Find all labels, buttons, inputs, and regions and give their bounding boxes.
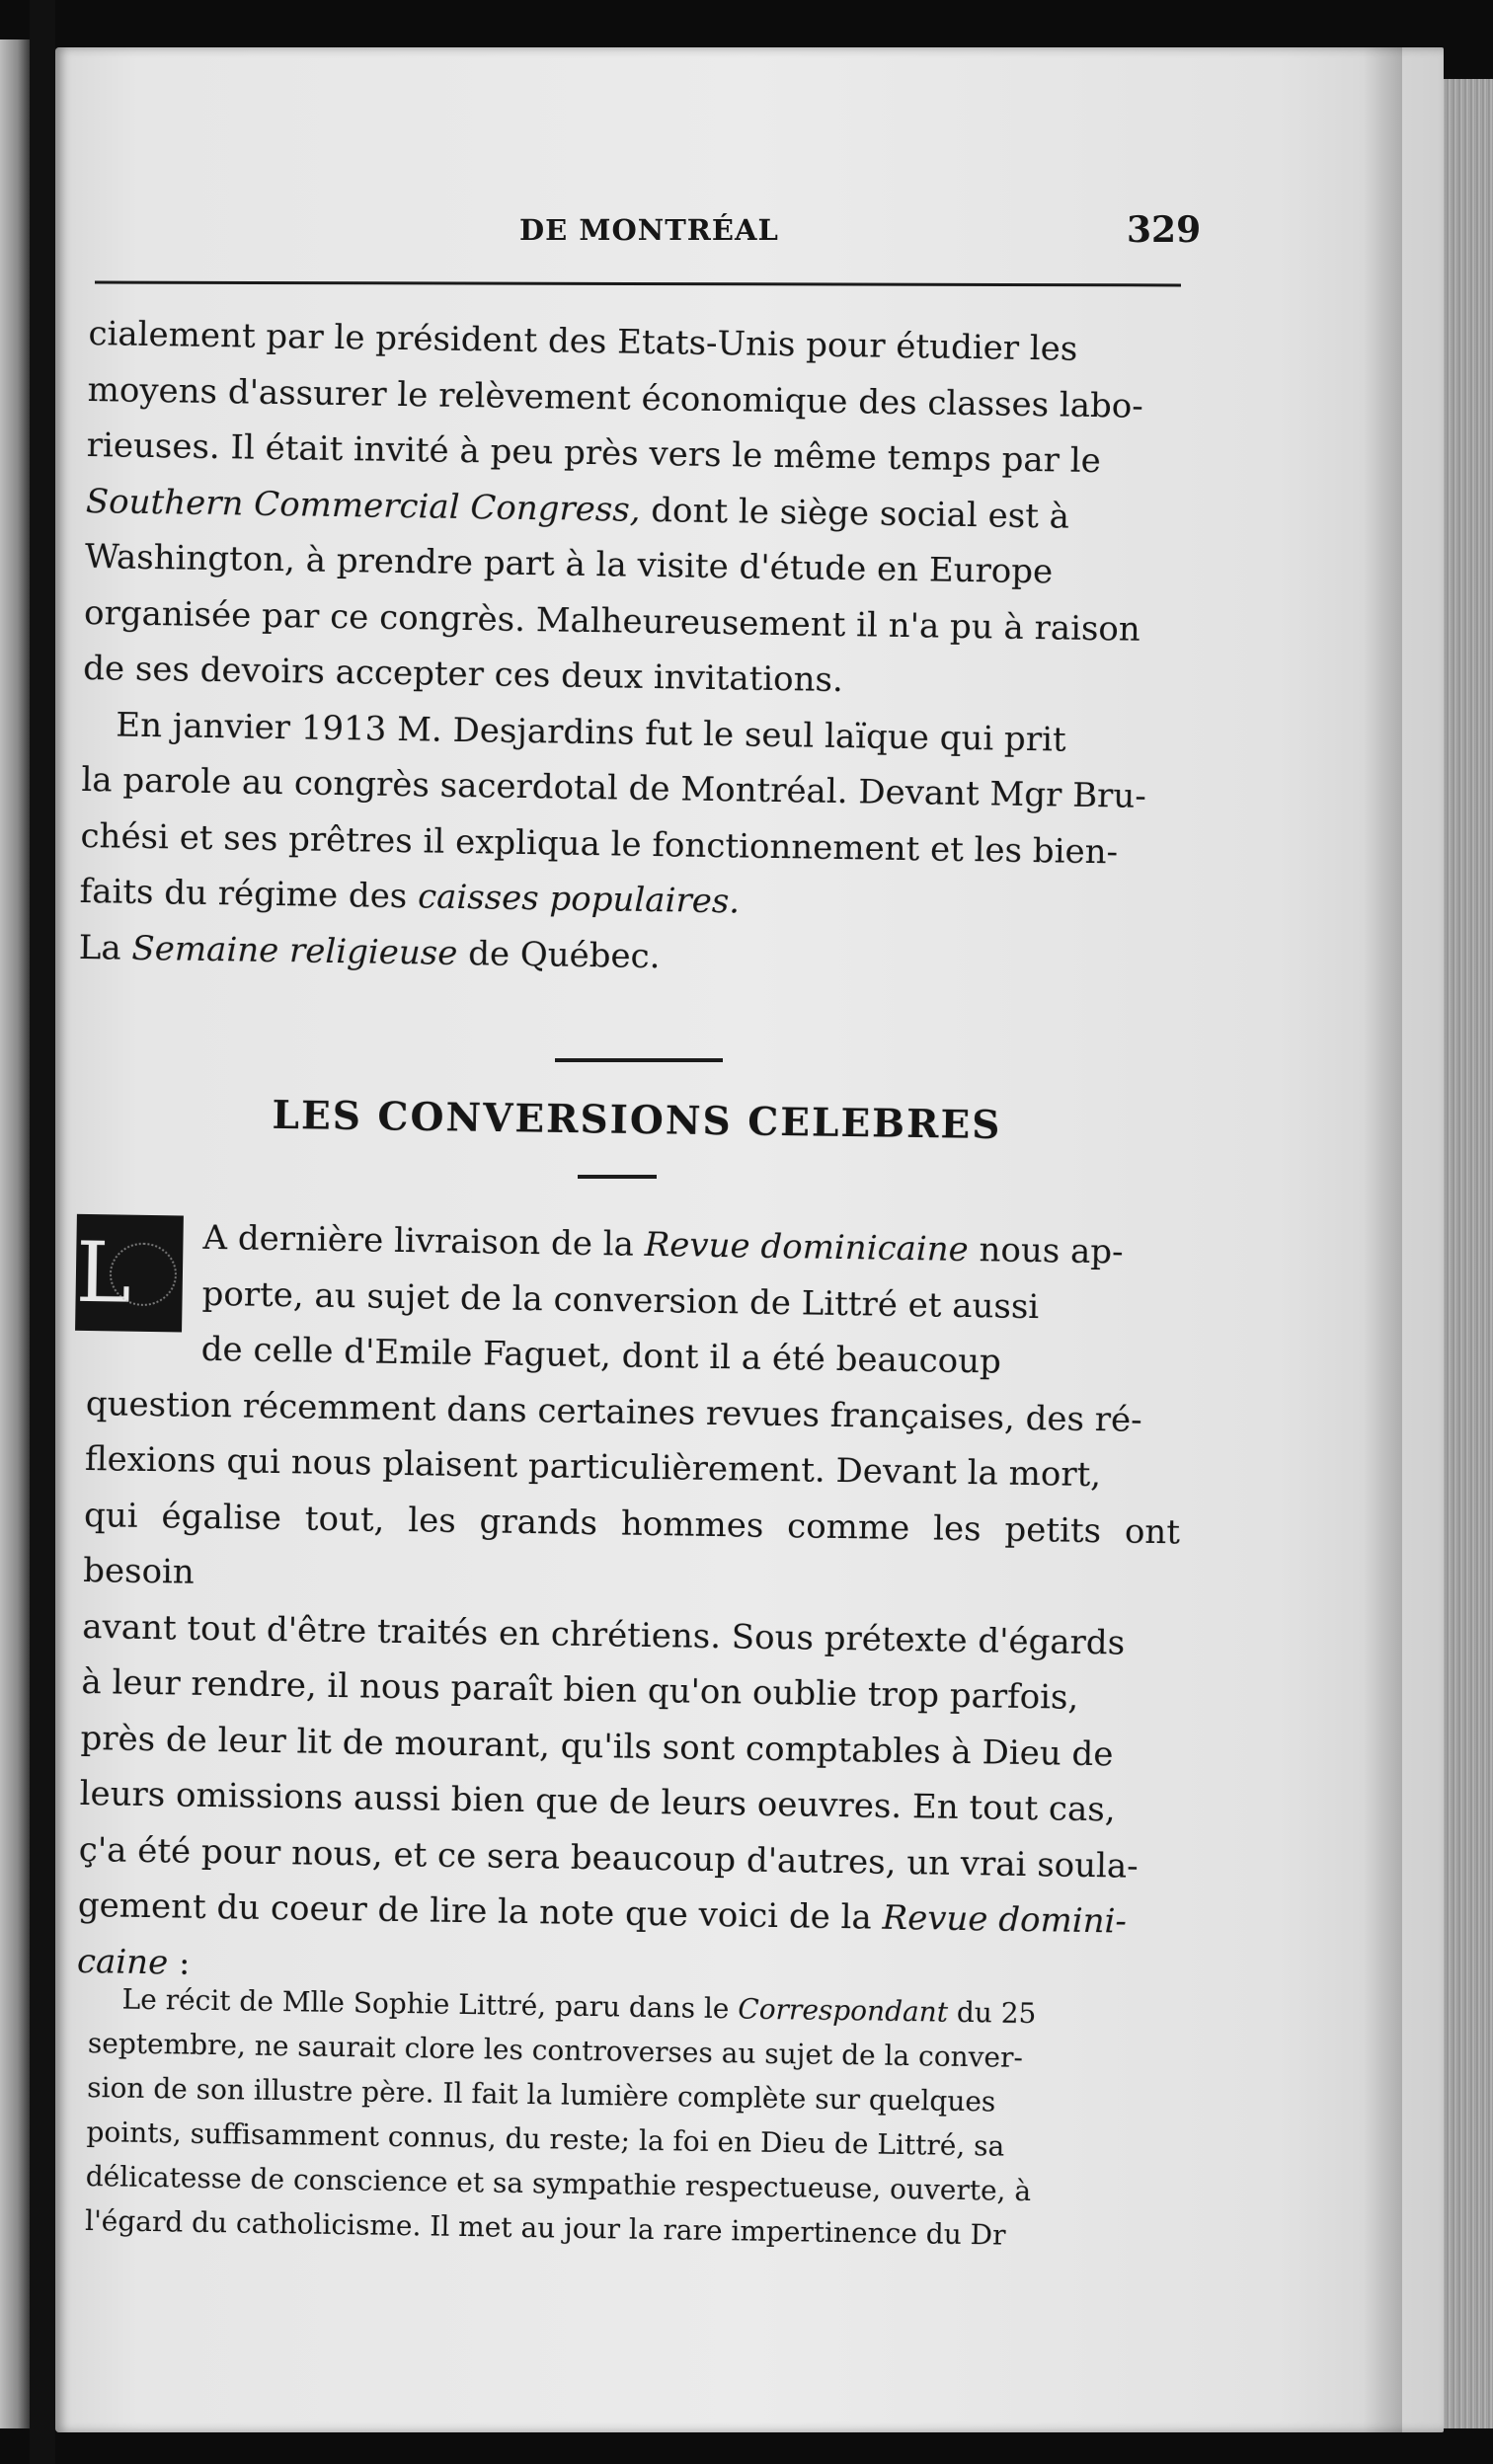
text-line: question récemment dans certaines revues françaises, des ré-	[85, 1383, 1142, 1440]
text-line: En janvier 1913 M. Desjardins fut le seul laïque qui prit	[116, 704, 1066, 760]
running-head	[95, 209, 1202, 259]
text-line: de celle d'Emile Faguet, dont il a été beaucoup	[200, 1329, 1002, 1382]
text-line: organisée par ce congrès. Malheureusement il n'a pu à raison	[83, 592, 1141, 650]
text-line: faits du régime des	[79, 871, 419, 917]
text-line: septembre, ne saurait clore les controverses au sujet de la conver-	[87, 2026, 1024, 2074]
text-line: sion de son illustre père. Il fait la lumière complète sur quelques	[86, 2070, 996, 2118]
text-line: près de leur lit de mourant, qu'ils sont comptables à Dieu de	[80, 1718, 1114, 1774]
italic-caisses: caisses populaires.	[417, 877, 741, 922]
adjacent-page-edge	[0, 39, 30, 2428]
text-line: l'égard du catholicisme. Il met au jour la rare impertinence du Dr	[84, 2203, 1006, 2252]
text-line: délicatesse de conscience et sa sympathie respectueuse, ouverte, à	[85, 2159, 1032, 2208]
text-line: leurs omissions aussi bien que de leurs oeuvres. En tout cas,	[79, 1773, 1116, 1830]
ornamental-drop-cap: L	[75, 1214, 184, 1333]
text-line: à leur rendre, il nous paraît bien qu'on oublie trop parfois,	[81, 1661, 1079, 1718]
text-line: Washington, à prendre part à la visite d'étude en Europe	[84, 536, 1054, 592]
italic-caine: caine	[76, 1941, 169, 1982]
paragraph-conversions: L A dernière livraison de la Revue dominicaine nous ap- porte, au sujet de la conversion de Littré et aussi de celle d'Emile Faguet, dont il a été beaucoup question récemment dans certaines revues françaises, des ré- flexions qui nous plaisent particulièrement. Devant la mort, qui égalise tout, les grands hommes comme les petits ont besoin avant tout d'être traités en chrétiens. Sous prétexte d'égards à leur rendre, il nous paraît bien qu'on oublie trop parfois, près de leur lit de mourant, qu'ils sont comptables à Dieu de leurs omissions aussi bien que de leurs oeuvres. En tout cas, ç'a été pour nous, et ce sera beaucoup d'autres, un vrai soula- gement du coeur de lire la note que voici de la Revue domini- caine :	[77, 1208, 1185, 2006]
block-quote-littre: Le récit de Mlle Sophie Littré, paru dans le Correspondant du 25 septembre, ne saurait clore les controverses au sujet de la conver- sion de son illustre père. Il fait la lumière complète sur quelques points, suffisamment connus, du reste; la foi en Dieu de Littré, sa délicatesse de conscience et sa sympathie respectueuse, ouverte, à l'égard du catholicisme. Il met au jour la rare impertinence du Dr	[84, 1982, 1037, 2252]
italic-revue-dominicaine-2: Revue domini-	[882, 1897, 1128, 1942]
italic-semaine-religieuse: Semaine religieuse	[131, 928, 458, 973]
source-citation: La Semaine religieuse de Québec.	[78, 927, 661, 976]
paragraph-congress-1913	[79, 696, 1178, 936]
text-line: dont le siège social est à	[640, 490, 1070, 537]
text-line: avant tout d'être traités en chrétiens. Sous prétexte d'égards	[82, 1606, 1126, 1663]
text-line: cialement par le président des Etats-Unis pour étudier les	[88, 313, 1078, 369]
page-shadow	[1363, 47, 1402, 2432]
drop-cap-ornament	[109, 1242, 177, 1306]
italic-correspondant: Correspondant	[738, 1992, 949, 2029]
text-line: rieuses. Il était invité à peu près vers le même temps par le	[86, 424, 1102, 482]
running-title: DE MONTRÉAL	[519, 213, 779, 247]
italic-revue-dominicaine: Revue dominicaine	[644, 1224, 970, 1270]
book-gutter	[30, 0, 55, 2464]
section-separator-rule	[555, 1058, 723, 1062]
text-line: ç'a été pour nous, et ce sera beaucoup d'autres, un vrai soula-	[78, 1829, 1139, 1886]
text-line: qui égalise tout, les grands hommes comme les petits ont besoin	[82, 1495, 1181, 1592]
text-line: flexions qui nous plaisent particulièrement. Devant la mort,	[84, 1438, 1102, 1496]
text-line: points, suffisamment connus, du reste; la foi en Dieu de Littré, sa	[86, 2115, 1005, 2163]
page-number: 329	[1127, 209, 1202, 251]
text-line: de ses devoirs accepter ces deux invitations.	[82, 648, 844, 701]
italic-congress-name: Southern Commercial Congress,	[85, 481, 641, 530]
text-line: moyens d'assurer le relèvement économique des classes labo-	[87, 369, 1144, 426]
text-line: chési et ses prêtres il expliqua le fonctionnement et les bien-	[80, 815, 1119, 872]
paragraph-desjardins-invitations	[78, 306, 1185, 992]
text-line: porte, au sujet de la conversion de Littré et aussi	[201, 1273, 1040, 1327]
section-title: LES CONVERSIONS CELEBRES	[272, 1092, 1002, 1149]
text-line: la parole au congrès sacerdotal de Montréal. Devant Mgr Bru-	[81, 759, 1147, 816]
title-underline-rule	[578, 1175, 657, 1179]
